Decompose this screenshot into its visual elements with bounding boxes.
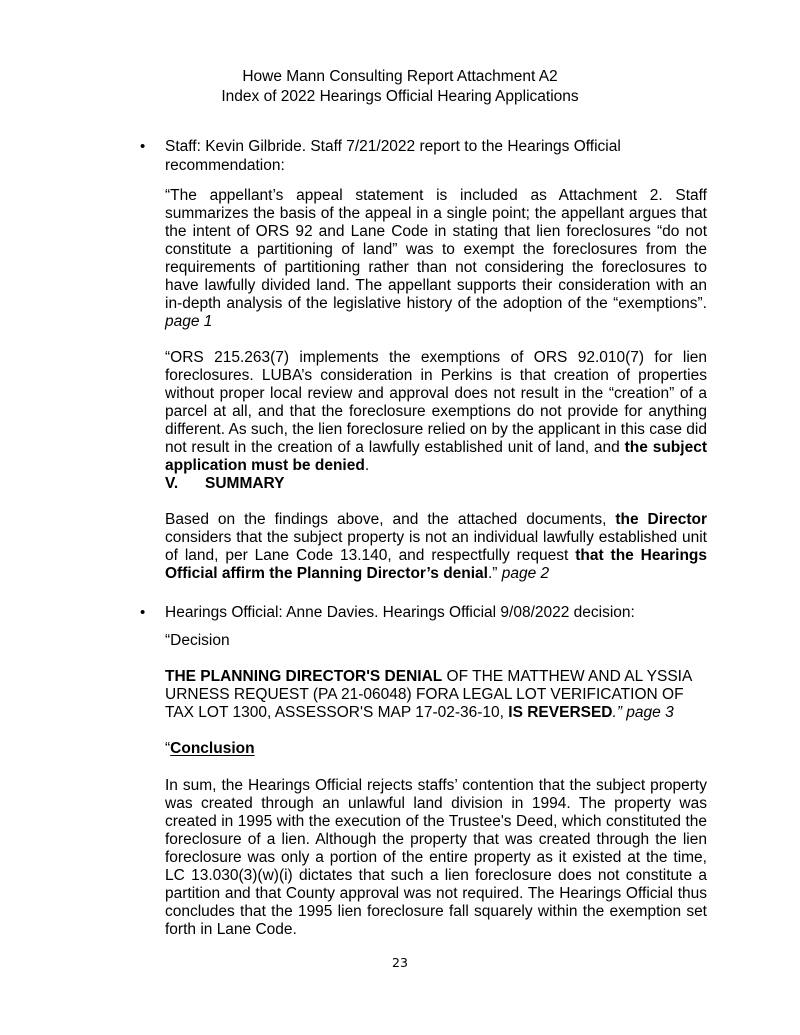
- decision-bold-1: THE PLANNING DIRECTOR'S DENIAL: [165, 668, 443, 685]
- summary-title: SUMMARY: [205, 475, 285, 492]
- hearings-bullet-item: [140, 603, 712, 622]
- bullet-icon: •: [140, 138, 146, 155]
- summary-cite: page 2: [501, 565, 550, 582]
- staff-quote-2-text: “ORS 215.263(7) implements the exemptions of ORS 92.010(7) for lien foreclosures. LUBA’s consideration in Perkins is that creation of properties without proper local review and approval does not result in the “creation” of a parcel at all, and that the foreclosure exemptions do not provide for anything different. As such, the lien foreclosure relied on by the applicant in this case did not result in the creation of a lawfully established unit of land, and: [165, 349, 707, 456]
- header-line-2: Index of 2022 Hearings Official Hearing Applications: [221, 88, 579, 105]
- page-number: 23: [392, 955, 408, 970]
- summary-paragraph: [165, 511, 707, 583]
- decision-label: “Decision: [165, 632, 230, 649]
- bullet-icon: •: [140, 604, 146, 621]
- decision-end: .”: [612, 704, 622, 721]
- page-header: [0, 67, 800, 107]
- decision-block: [165, 668, 707, 722]
- staff-quote-1-text: “The appellant’s appeal statement is included as Attachment 2. Staff summarizes the basis of the appeal in a single point; the appellant argues that the intent of ORS 92 and Lane Code in stating that lien foreclosures “do not constitute a partitioning of land” was to exempt the foreclosures from the requirements of partitioning rather than not considering the foreclosures to have lawfully divided land. The appellant supports their consideration with an in-depth analysis of the legislative history of the adoption of the “exemptions”.: [165, 187, 707, 312]
- header-line-1: Howe Mann Consulting Report Attachment A2: [242, 68, 558, 85]
- decision-line-1: OF THE MATTHEW AND AL YSSIA: [442, 668, 693, 685]
- summary-bold-b: the Director: [615, 511, 707, 528]
- conclusion-quote-mark: “: [165, 740, 171, 757]
- summary-number: V.: [165, 475, 179, 492]
- summary-text-a: Based on the findings above, and the attached documents,: [165, 511, 616, 528]
- staff-intro: Staff: Kevin Gilbride. Staff 7/21/2022 report to the Hearings Official recommendation:: [165, 138, 621, 174]
- staff-quote-1-cite: page 1: [165, 313, 213, 330]
- decision-cite: page 3: [626, 704, 674, 721]
- staff-quote-2-bold: the subject application must be denied: [165, 439, 707, 474]
- decision-bold-2: IS REVERSED: [508, 704, 613, 721]
- decision-line-3: TAX LOT 1300, ASSESSOR'S MAP 17-02-36-10,: [165, 704, 509, 721]
- summary-heading: [165, 475, 707, 493]
- summary-bold-d: that the Hearings Official affirm the Planning Director’s denial: [165, 547, 708, 582]
- staff-bullet-item: [140, 137, 712, 175]
- conclusion-title: Conclusion: [170, 740, 255, 757]
- hearings-intro: Hearings Official: Anne Davies. Hearings Official 9/08/2022 decision:: [165, 604, 635, 621]
- conclusion-heading: [165, 740, 707, 758]
- decision-line-2: URNESS REQUEST (PA 21-06048) FORA LEGAL LOT VERIFICATION OF: [165, 686, 684, 703]
- staff-quote-2-end: .: [364, 457, 370, 474]
- summary-text-e: .”: [487, 565, 498, 582]
- staff-quote-1: [165, 187, 707, 331]
- staff-quote-2: [165, 349, 707, 475]
- summary-text-c: considers that the subject property is not an individual lawfully established unit of land, per Lane Code 13.140, and respectfully request: [165, 529, 707, 564]
- conclusion-paragraph: In sum, the Hearings Official rejects staffs’ contention that the subject property was created through an unlawful land division in 1994. The property was created in 1995 with the execution of the Trustee's Deed, which constituted the foreclosure of a lien. Although the property that was created through the lien foreclosure was only a portion of the entire property as it existed at the time, LC 13.030(3)(w)(i) dictates that such a lien foreclosure does not constitute a partition and that County approval was not required. The Hearings Official thus concludes that the 1995 lien foreclosure fall squarely within the exemption set forth in Lane Code.: [165, 777, 707, 938]
